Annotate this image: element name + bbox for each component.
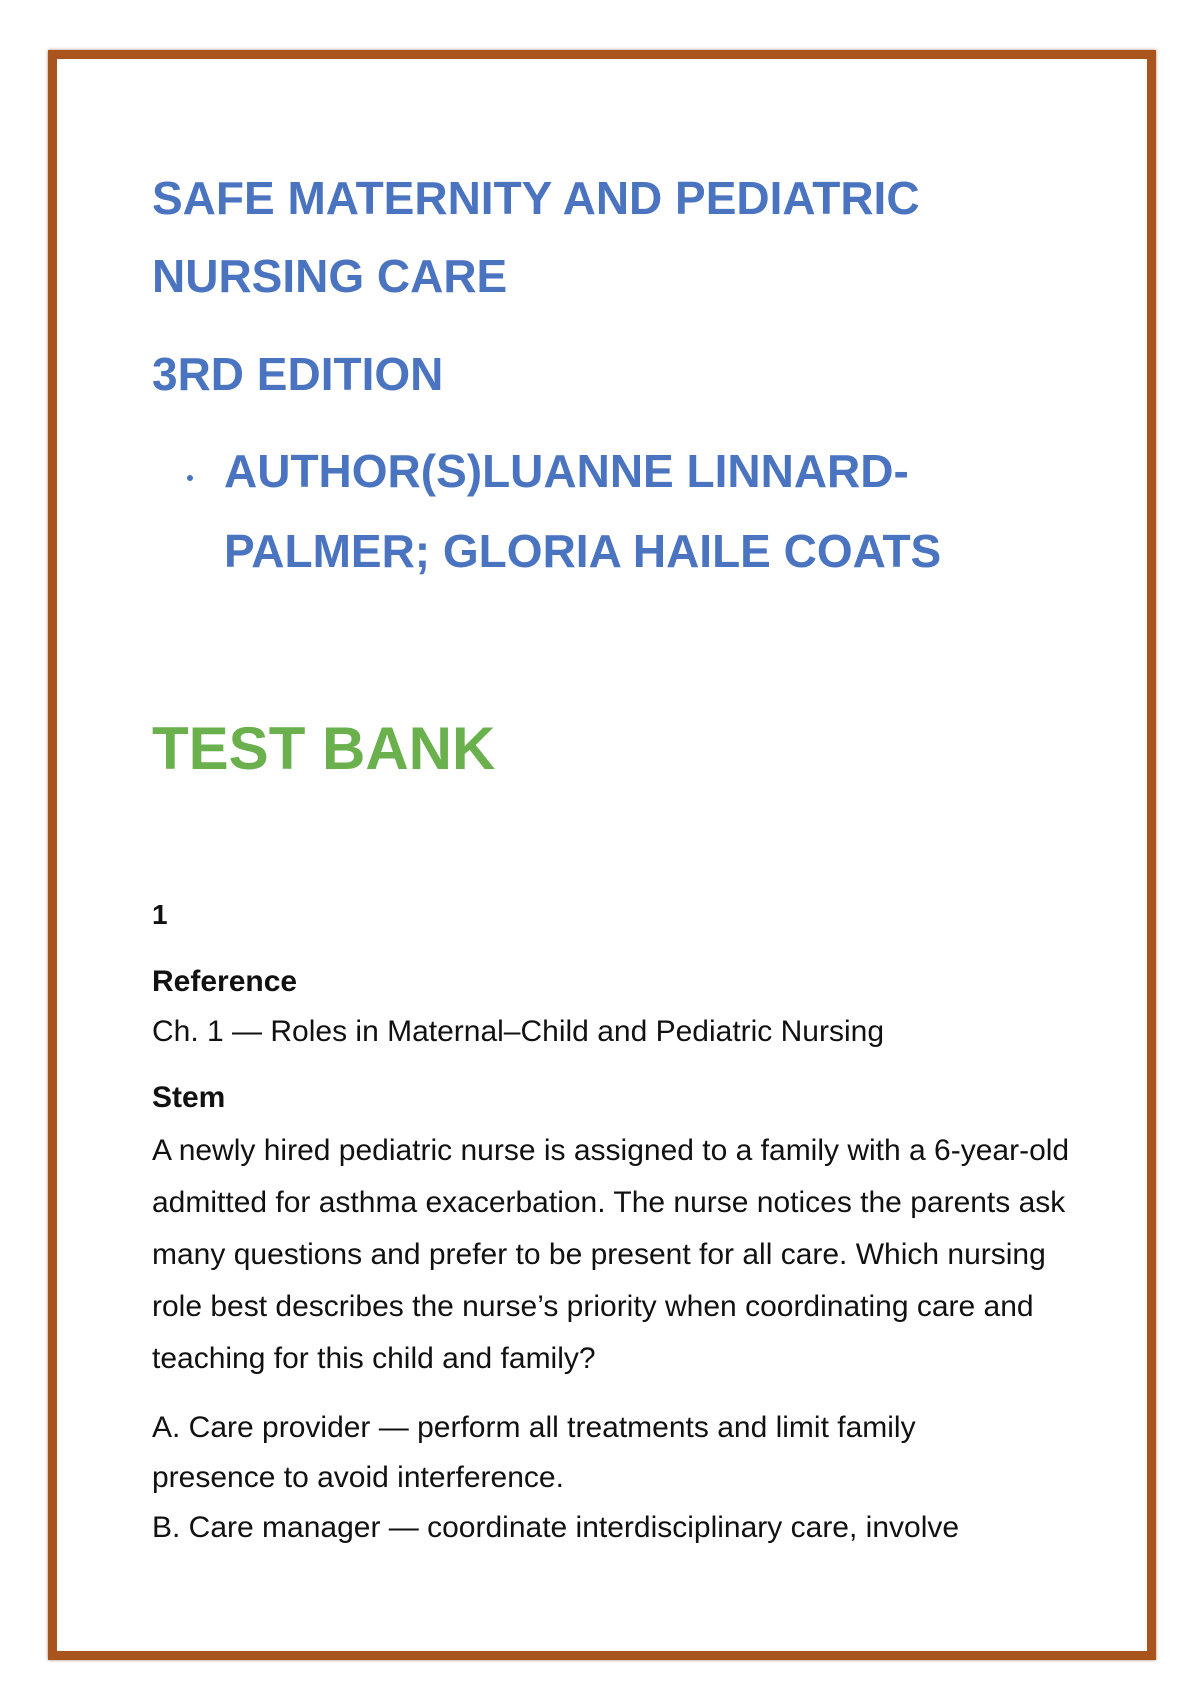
author-text: AUTHOR(S)LUANNE LINNARD-PALMER; GLORIA HAILE COATS xyxy=(224,445,942,577)
edition-heading: 3RD EDITION xyxy=(152,348,444,400)
author-item xyxy=(152,431,984,591)
document-title: SAFE MATERNITY AND PEDIATRIC NURSING CARE xyxy=(152,172,920,302)
stem-text: A newly hired pediatric nurse is assigned to a family with a 6-year-old admitted for asthma exacerbation. The nurse notices the parents ask many questions and prefer to be present for all care. Which nursing role best describes the nurse’s priority when coordinating care and teaching for this child and family? xyxy=(152,1134,1070,1375)
reference-text: Ch. 1 — Roles in Maternal–Child and Pediatric Nursing xyxy=(152,1015,885,1048)
stem-label: Stem xyxy=(152,1081,226,1114)
reference-label: Reference xyxy=(152,965,298,998)
page-frame xyxy=(48,50,1156,1660)
answer-option-a: A. Care provider — perform all treatments and limit family presence to avoid interference. xyxy=(152,1411,916,1494)
authors-list xyxy=(152,431,1092,591)
bullet-icon xyxy=(187,475,193,481)
answer-option-b: B. Care manager — coordinate interdisciplinary care, involve xyxy=(152,1511,960,1544)
test-bank-heading: TEST BANK xyxy=(152,715,496,782)
document-content xyxy=(152,159,1092,1553)
answer-options xyxy=(152,1403,1092,1553)
question-number: 1 xyxy=(152,899,168,930)
